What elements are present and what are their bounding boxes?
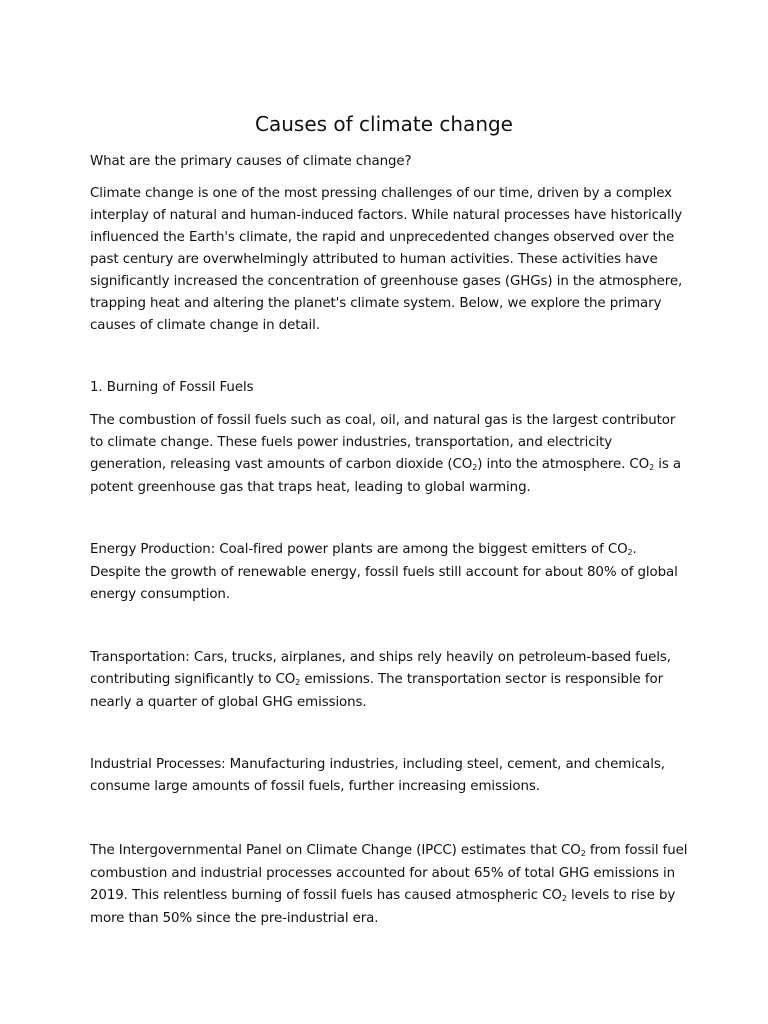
transportation-paragraph xyxy=(90,647,690,714)
ipcc-text-2: from fossil fuel combustion and industrial processes accounted for about 65% of total GHG emissions in 2019. This relentless burning of fossil fuels has caused atmospheric CO xyxy=(90,843,688,903)
ipcc-paragraph xyxy=(90,840,690,930)
question-text: What are the primary causes of climate change? xyxy=(90,154,412,169)
fossil-fuels-text-3: is a potent greenhouse gas that traps heat, leading to global warming. xyxy=(90,457,682,495)
co2-subscript: 2 xyxy=(580,849,586,858)
energy-text-2: . Despite the growth of renewable energy, fossil fuels still account for about 80% of global energy consumption. xyxy=(90,542,678,602)
co2-subscript: 2 xyxy=(295,678,301,687)
co2-subscript: 2 xyxy=(649,463,655,472)
industrial-processes-paragraph: Industrial Processes: Manufacturing industries, including steel, cement, and chemicals, consume large amounts of fossil fuels, further increasing emissions. xyxy=(90,757,665,794)
co2-subscript: 2 xyxy=(561,894,567,903)
fossil-fuels-text-1: The combustion of fossil fuels such as coal, oil, and natural gas is the largest contributor to climate change. These fuels power industries, transportation, and electricity generation, releasing vast amounts of carbon dioxide (CO xyxy=(90,413,676,472)
co2-subscript: 2 xyxy=(472,463,478,472)
ipcc-text-3: levels to rise by more than 50% since the pre-industrial era. xyxy=(90,888,676,926)
fossil-fuels-paragraph xyxy=(90,410,690,499)
ipcc-text-1: The Intergovernmental Panel on Climate Change (IPCC) estimates that CO xyxy=(90,843,581,858)
fossil-fuels-text-2: ) into the atmosphere. CO xyxy=(477,457,650,472)
transport-text-2: emissions. The transportation sector is responsible for nearly a quarter of global GHG emissions. xyxy=(90,672,663,710)
page-title: Causes of climate change xyxy=(255,112,513,136)
intro-paragraph: Climate change is one of the most pressing challenges of our time, driven by a complex interplay of natural and human-induced factors. While natural processes have historically influenced the Earth's climate, the rapid and unprecedented changes observed over the past century are overwhelmingly attributed to human activities. These activities have significantly increased the concentration of greenhouse gases (GHGs) in the atmosphere, trapping heat and altering the planet's climate system. Below, we explore the primary causes of climate change in detail. xyxy=(90,186,683,333)
section-heading-fossil-fuels: 1. Burning of Fossil Fuels xyxy=(90,380,254,395)
co2-subscript: 2 xyxy=(627,548,633,557)
transport-text-1: Transportation: Cars, trucks, airplanes, and ships rely heavily on petroleum-based fuels, contributing significantly to CO xyxy=(90,650,671,687)
energy-production-paragraph xyxy=(90,539,690,606)
energy-text-1: Energy Production: Coal-fired power plants are among the biggest emitters of CO xyxy=(90,542,628,557)
